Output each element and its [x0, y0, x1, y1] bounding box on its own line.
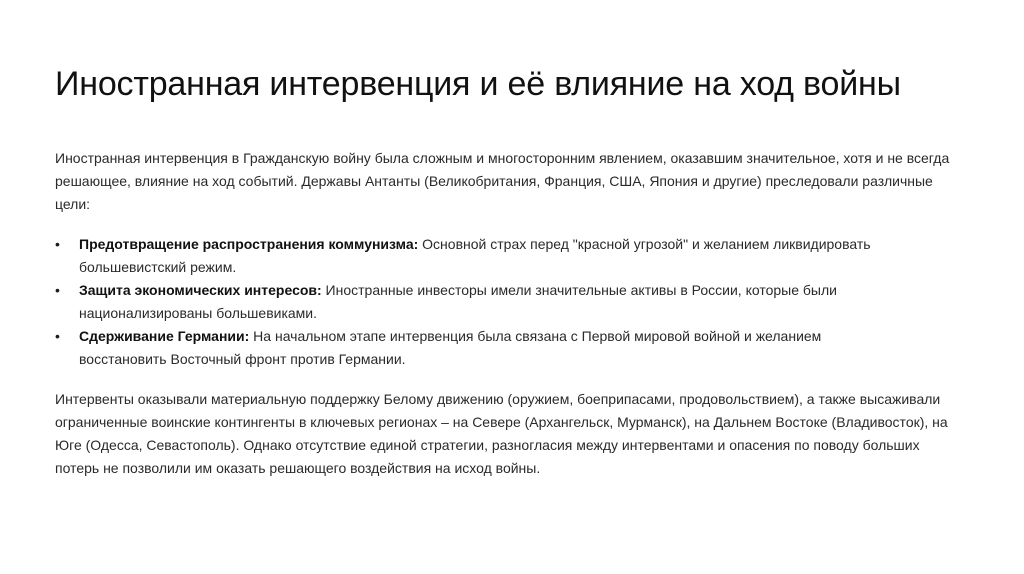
bullet-marker: •: [55, 282, 60, 298]
list-item: [55, 279, 909, 325]
bullet-marker: •: [55, 328, 60, 344]
bullet-term: Сдерживание Германии:: [79, 328, 250, 344]
bullet-text: Основной страх перед "красной угрозой" и желанием ликвидировать большевистский режим.: [79, 236, 871, 275]
closing-paragraph: Интервенты оказывали материальную поддержку Белому движению (оружием, боеприпасами, продовольствием), а также высаживали ограниченные воинские контингенты в ключевых регионах – на Севере (Архангельск, Мурманск), на Дальнем Востоке (Владивосток), на Юге (Одесса, Севастополь). Однако отсутствие единой стратегии, разногласия между интервентами и опасения по поводу больших потерь не позволили им оказать решающего воздействия на исход войны.: [55, 391, 948, 476]
list-item: [55, 325, 909, 371]
bullet-term: Предотвращение распространения коммунизма:: [79, 236, 419, 252]
bullet-text: На начальном этапе интервенция была связана с Первой мировой войной и желанием восстановить Восточный фронт против Германии.: [79, 328, 822, 367]
bullet-text: Иностранные инвесторы имели значительные активы в России, которые были национализированы большевиками.: [79, 282, 837, 321]
bullet-marker: •: [55, 236, 60, 252]
intro-paragraph: Иностранная интервенция в Гражданскую войну была сложным и многосторонним явлением, оказавшим значительное, хотя и не всегда решающее, влияние на ход событий. Державы Антанты (Великобритания, Франция, США, Япония и другие) преследовали различные цели:: [55, 150, 950, 212]
list-item: [55, 233, 909, 279]
bullet-term: Защита экономических интересов:: [79, 282, 322, 298]
goals-list: [55, 233, 975, 371]
page-title: Иностранная интервенция и её влияние на ход войны: [55, 65, 901, 103]
slide-content: [55, 64, 975, 480]
